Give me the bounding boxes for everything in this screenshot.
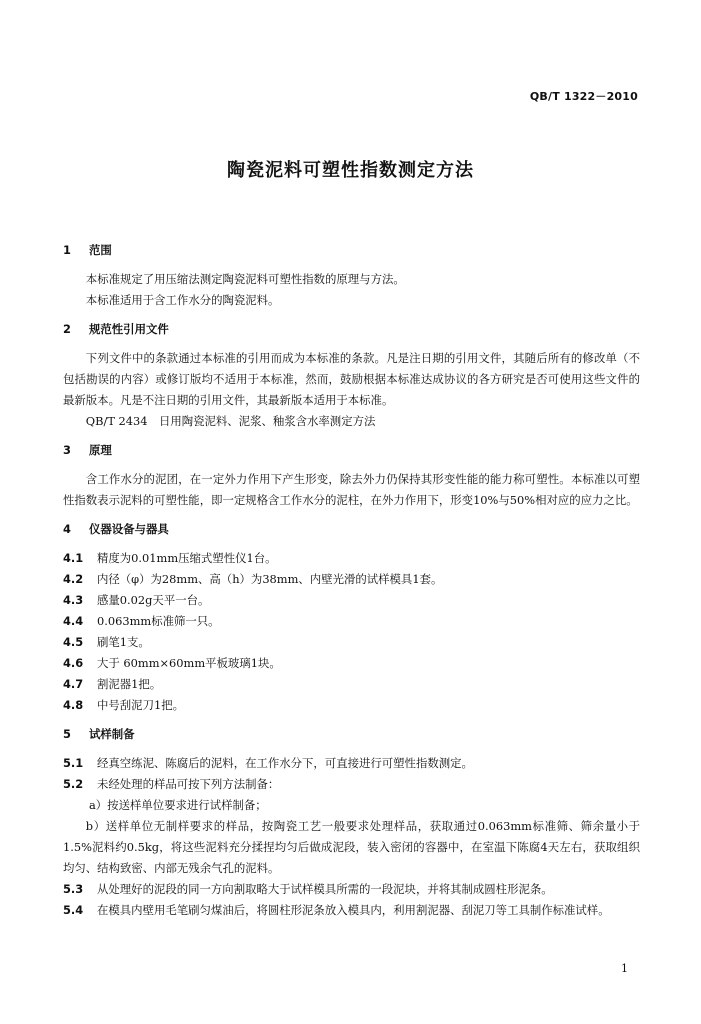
item-number: 4.8 [63, 698, 84, 712]
sub-item-b: b）送样单位无制样要求的样品，按陶瓷工艺一般要求处理样品，获取通过0.063mm标准筛、筛余量小于1.5%泥料约0.5kg，将这些泥料充分揉捏均匀后做成泥段，装入密闭的容器中，在室温下陈腐4天左右，获取组织均匀、结构致密、内部无残余气孔的泥料。 [63, 819, 640, 875]
item-text: 0.063mm标准筛一只。 [97, 614, 220, 628]
item-text: 在模具内壁用毛笔刷匀煤油后，将圆柱形泥条放入模具内，利用割泥器、刮泥刀等工具制作标准试样。 [97, 903, 610, 917]
item-number: 4.4 [63, 614, 84, 628]
item-number: 5.2 [63, 777, 84, 791]
document-body [63, 232, 640, 921]
section-heading-scope [63, 240, 640, 261]
list-item [63, 590, 640, 611]
item-number: 4.3 [63, 593, 84, 607]
section-number: 5 [63, 727, 71, 741]
paragraph: 含工作水分的泥团，在一定外力作用下产生形变，除去外力仍保持其形变性能的能力称可塑性。本标准以可塑性指数表示泥料的可塑性能，即一定规格含工作水分的泥柱，在外力作用下，形变10%与50%相对应的应力之比。 [63, 472, 640, 507]
paragraph: 本标准适用于含工作水分的陶瓷泥料。 [85, 293, 280, 307]
section-title: 规范性引用文件 [89, 322, 169, 336]
list-item [63, 611, 640, 632]
list-item [63, 569, 640, 590]
item-number: 5.3 [63, 882, 84, 896]
item-text: 中号刮泥刀1把。 [97, 698, 184, 712]
item-number: 4.6 [63, 656, 84, 670]
item-number: 4.2 [63, 572, 84, 586]
list-item [63, 900, 640, 921]
section-number: 3 [63, 443, 71, 457]
item-number: 4.1 [63, 551, 84, 565]
section-number: 4 [63, 522, 71, 536]
item-text: 经真空练泥、陈腐后的泥料，在工作水分下，可直接进行可塑性指数测定。 [97, 756, 473, 770]
standard-code: QB/T 1322－2010 [529, 90, 638, 103]
item-text: 刷笔1支。 [97, 635, 150, 649]
page-number: 1 [621, 962, 628, 975]
item-text: 感量0.02g天平一台。 [97, 593, 210, 607]
list-item [63, 774, 640, 795]
paragraph: 本标准规定了用压缩法测定陶瓷泥料可塑性指数的原理与方法。 [85, 272, 405, 286]
list-item [63, 632, 640, 653]
section-number: 1 [63, 243, 71, 257]
section-title: 仪器设备与器具 [89, 522, 169, 536]
section-title: 范围 [89, 243, 112, 257]
item-text: 割泥器1把。 [97, 677, 162, 691]
section-heading-normative-references [63, 319, 640, 340]
item-text: 未经处理的样品可按下列方法制备： [97, 777, 280, 791]
section-heading-principle [63, 440, 640, 461]
list-item [63, 674, 640, 695]
reference-entry: QB/T 2434 日用陶瓷泥料、泥浆、釉浆含水率测定方法 [85, 414, 376, 428]
item-text: 内径（φ）为28mm、高（h）为38mm、内壁光滑的试样模具1套。 [97, 572, 443, 586]
item-text: 从处理好的泥段的同一方向割取略大于试样模具所需的一段泥块，并将其制成圆柱形泥条。 [97, 882, 553, 896]
list-item [63, 879, 640, 900]
item-number: 5.4 [63, 903, 84, 917]
section-title: 原理 [89, 443, 112, 457]
section-heading-apparatus [63, 519, 640, 540]
list-item [63, 753, 640, 774]
item-text: 大于 60mm×60mm平板玻璃1块。 [97, 656, 281, 670]
section-title: 试样制备 [89, 727, 135, 741]
paragraph: 下列文件中的条款通过本标准的引用而成为本标准的条款。凡是注日期的引用文件，其随后所有的修改单（不包括勘误的内容）或修订版均不适用于本标准，然而，鼓励根据本标准达成协议的各方研究是否可使用这些文件的最新版本。凡是不注日期的引用文件，其最新版本适用于本标准。 [63, 351, 640, 407]
sub-item-a: a）按送样单位要求进行试样制备； [89, 798, 267, 812]
list-item [63, 695, 640, 716]
document-title: 陶瓷泥料可塑性指数测定方法 [227, 160, 474, 181]
item-number: 5.1 [63, 756, 84, 770]
section-heading-sample-preparation [63, 724, 640, 745]
list-item [63, 548, 640, 569]
section-number: 2 [63, 322, 71, 336]
item-number: 4.5 [63, 635, 84, 649]
item-text: 精度为0.01mm压缩式塑性仪1台。 [97, 551, 277, 565]
item-number: 4.7 [63, 677, 84, 691]
list-item [63, 653, 640, 674]
